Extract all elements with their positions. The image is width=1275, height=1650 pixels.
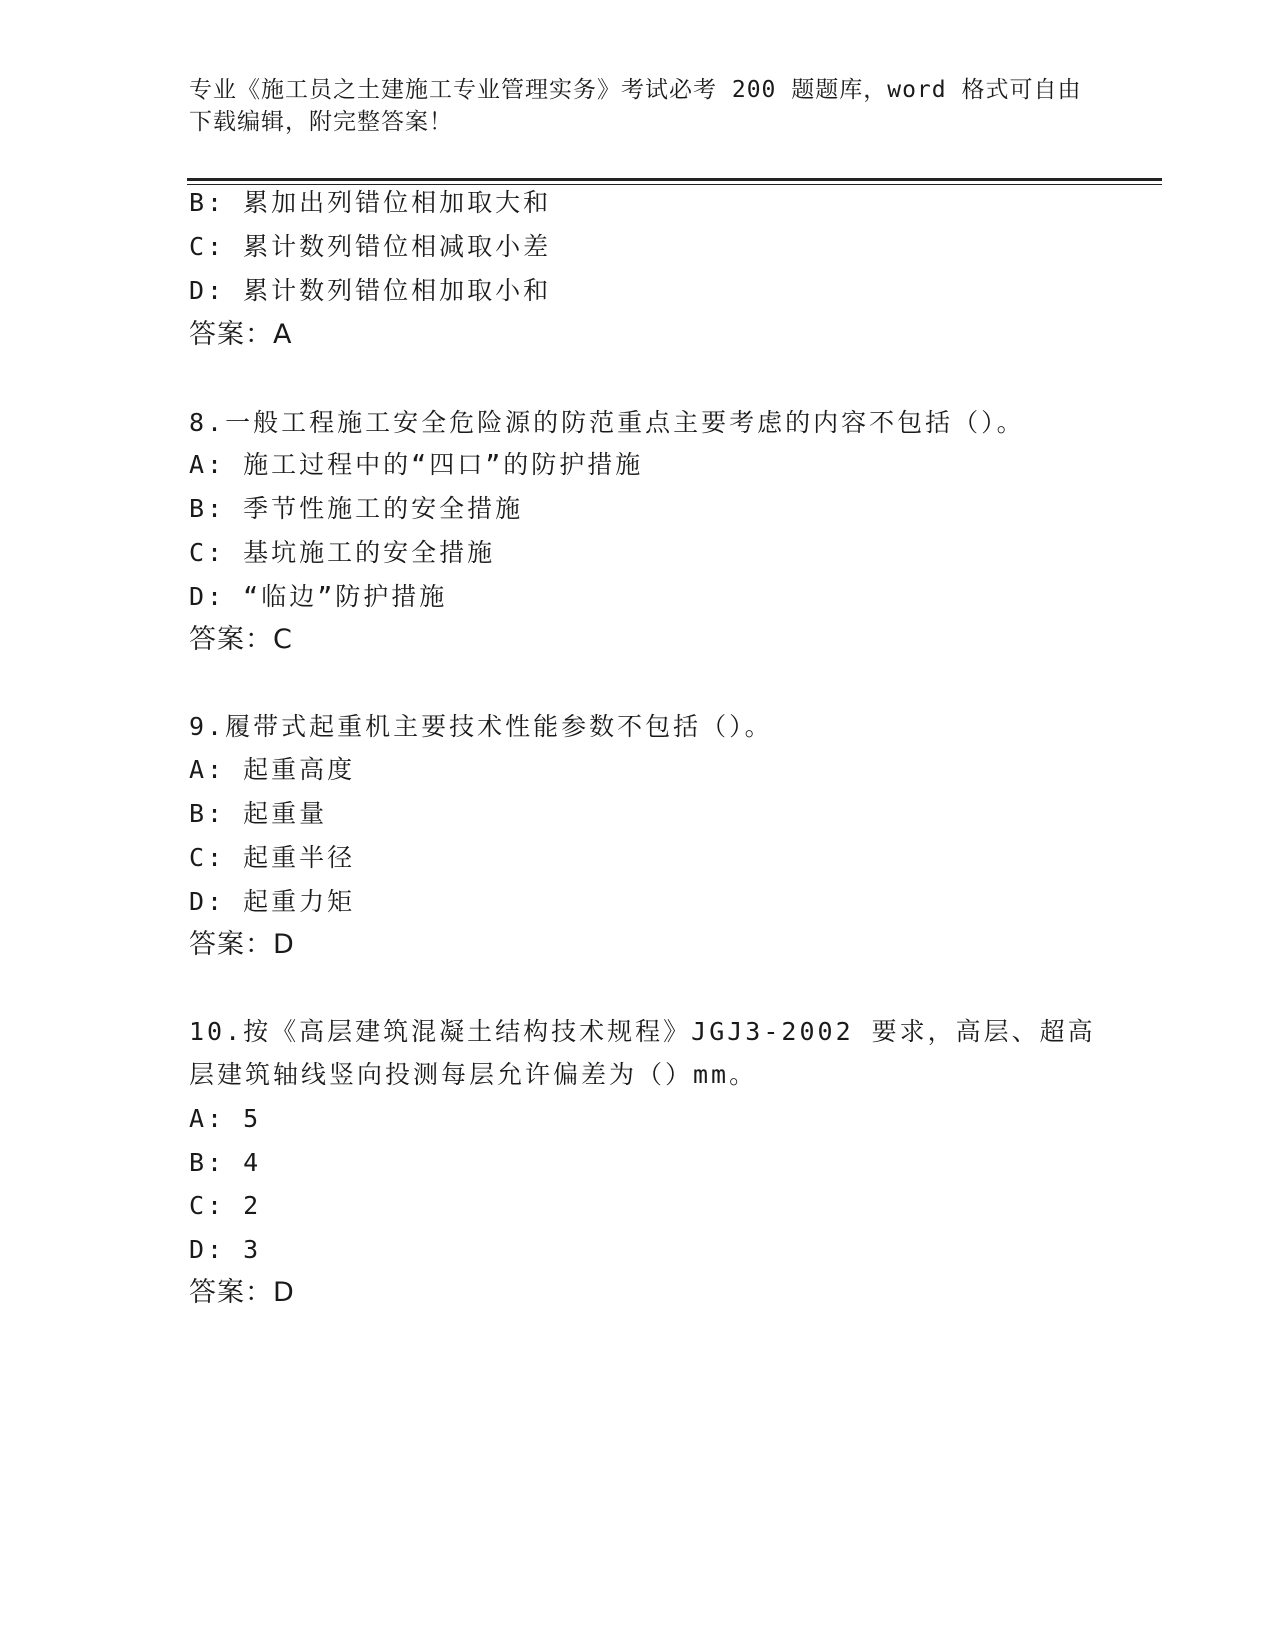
document-header	[189, 74, 1089, 138]
q9-option-b: B: 起重量	[189, 799, 328, 828]
prev-answer: 答案：A	[189, 319, 293, 350]
q10-stem-line-1: 10.按《高层建筑混凝土结构技术规程》JGJ3-2002 要求，高层、超高	[189, 1017, 1096, 1046]
prev-option-d: D: 累计数列错位相加取小和	[189, 276, 552, 305]
q10-option-b: B: 4	[189, 1148, 262, 1177]
q8-answer: 答案：C	[189, 624, 293, 655]
q9-answer: 答案：D	[189, 929, 295, 960]
header-rule-thick	[187, 178, 1162, 181]
header-line-2: 下载编辑，附完整答案！	[189, 109, 453, 135]
q8-stem: 8.一般工程施工安全危险源的防范重点主要考虑的内容不包括（）。	[189, 408, 1025, 437]
q10-option-d: D: 3	[189, 1235, 262, 1264]
header-rule-thin	[187, 184, 1162, 185]
q9-option-a: A: 起重高度	[189, 755, 356, 784]
q10-answer: 答案：D	[189, 1277, 295, 1308]
q8-option-a: A: 施工过程中的“四口”的防护措施	[189, 450, 644, 479]
q9-stem: 9.履带式起重机主要技术性能参数不包括（）。	[189, 712, 773, 741]
prev-option-b: B: 累加出列错位相加取大和	[189, 188, 552, 217]
prev-option-c: C: 累计数列错位相减取小差	[189, 232, 552, 261]
header-line-1: 专业《施工员之土建施工专业管理实务》考试必考 200 题题库，word 格式可自由	[189, 77, 1082, 103]
q10-option-c: C: 2	[189, 1191, 262, 1220]
q8-option-b: B: 季节性施工的安全措施	[189, 494, 524, 523]
q9-option-d: D: 起重力矩	[189, 887, 356, 916]
q9-option-c: C: 起重半径	[189, 843, 356, 872]
q8-option-d: D: “临边”防护措施	[189, 582, 448, 611]
q10-option-a: A: 5	[189, 1104, 262, 1133]
q8-option-c: C: 基坑施工的安全措施	[189, 538, 496, 567]
q10-stem-line-2: 层建筑轴线竖向投测每层允许偏差为（）mm。	[189, 1060, 758, 1089]
